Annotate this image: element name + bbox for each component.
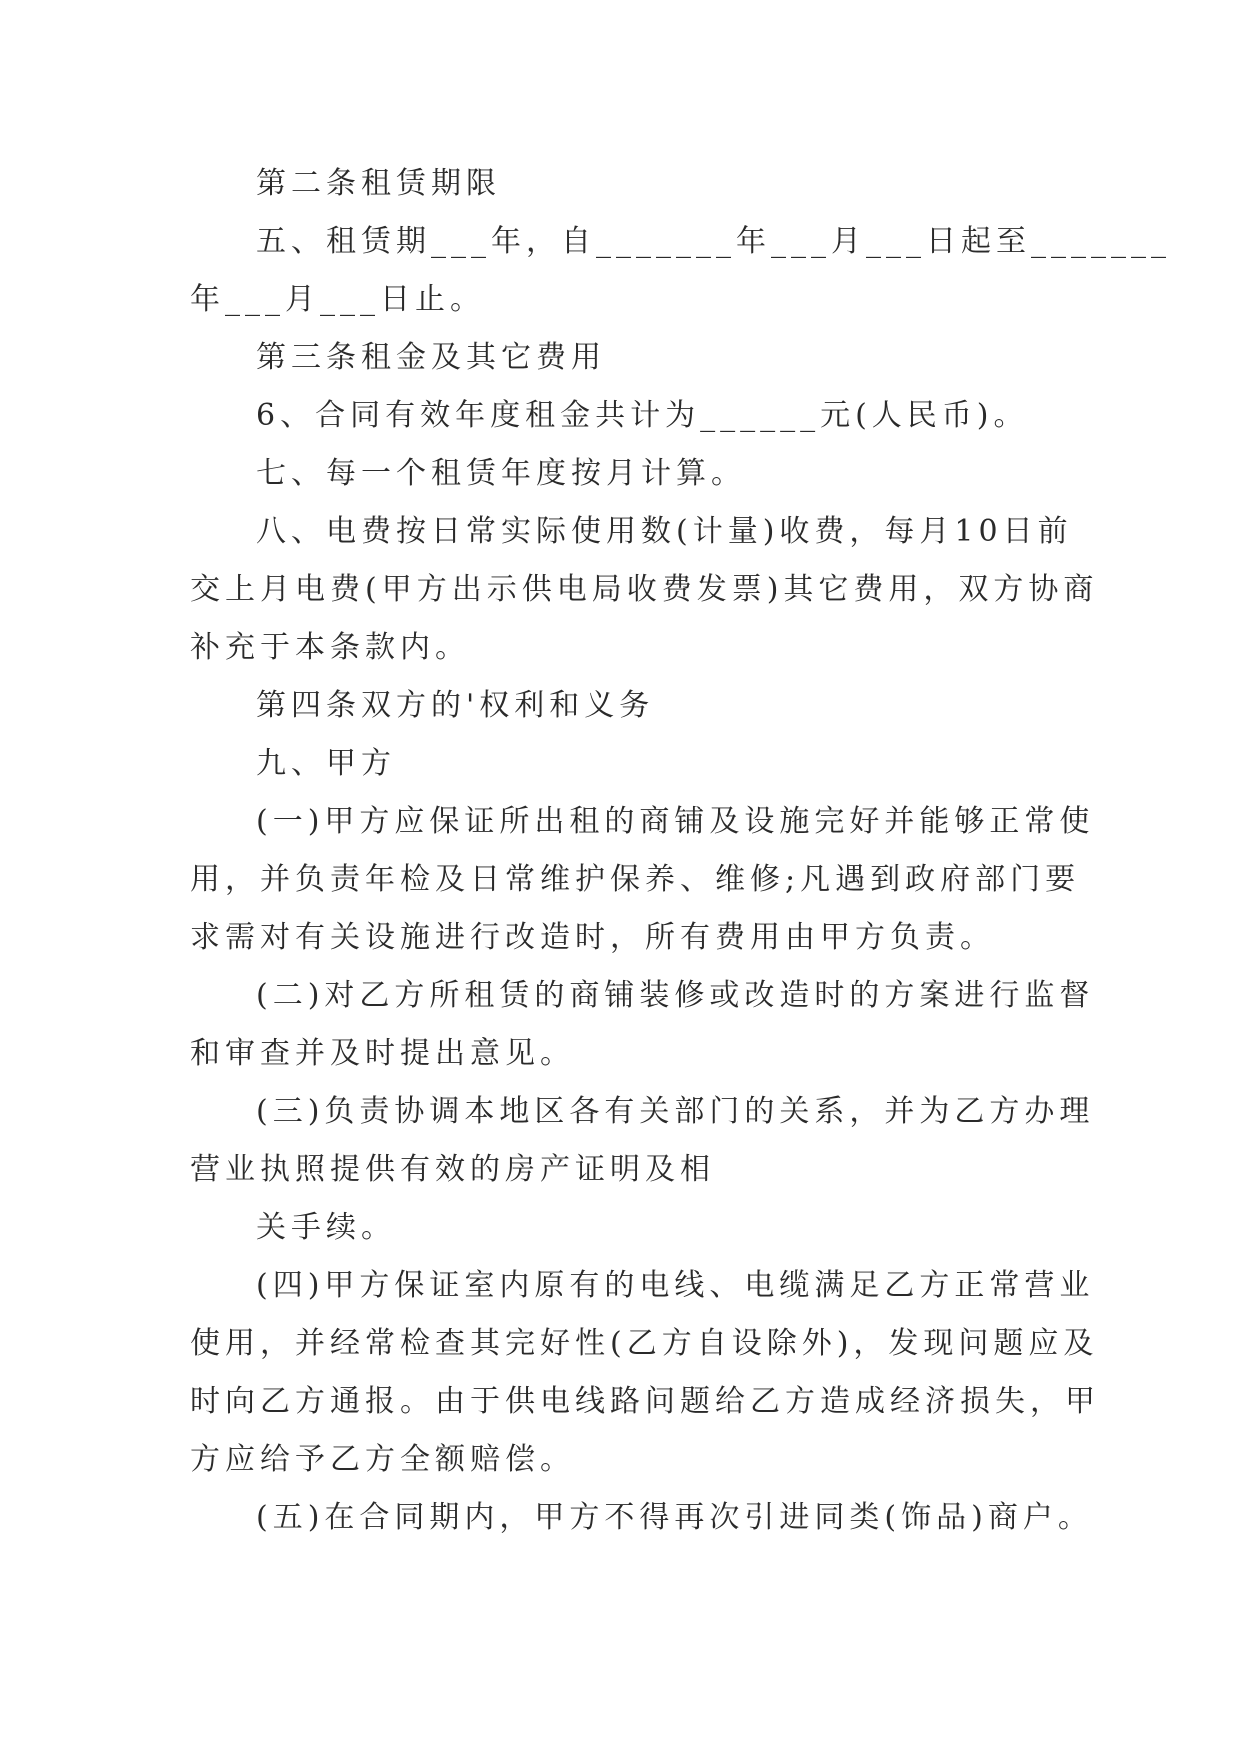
item-4-line-3: 时向乙方通报。由于供电线路问题给乙方造成经济损失，甲	[190, 1384, 1100, 1419]
item-1-line-1: (一)甲方应保证所出租的商铺及设施完好并能够正常使	[256, 804, 1095, 839]
clause-7-line-1: 七、每一个租赁年度按月计算。	[256, 456, 746, 491]
clause-6-line-1: 6、合同有效年度租金共计为______元(人民币)。	[256, 398, 1029, 433]
item-2-line-1: (二)对乙方所租赁的商铺装修或改造时的方案进行监督	[256, 978, 1095, 1013]
item-4-line-4: 方应给予乙方全额赔偿。	[190, 1442, 575, 1477]
item-3-line-2: 营业执照提供有效的房产证明及相	[190, 1152, 715, 1187]
clause-8-line-3: 补充于本条款内。	[190, 630, 470, 665]
article-4-heading: 第四条双方的'权利和义务	[256, 688, 655, 723]
clause-5-line-2: 年___月___日止。	[190, 282, 485, 317]
item-1-line-3: 求需对有关设施进行改造时，所有费用由甲方负责。	[190, 920, 995, 955]
item-1-line-2: 用，并负责年检及日常维护保养、维修;凡遇到政府部门要	[190, 862, 1081, 897]
item-3-line-1: (三)负责协调本地区各有关部门的关系，并为乙方办理	[256, 1094, 1095, 1129]
item-2-line-2: 和审查并及时提出意见。	[190, 1036, 575, 1071]
clause-5-line-1: 五、租赁期___年，自_______年___月___日起至_______	[256, 224, 1171, 259]
clause-8-line-2: 交上月电费(甲方出示供电局收费发票)其它费用，双方协商	[190, 572, 1099, 607]
clause-9-heading: 九、甲方	[256, 746, 396, 781]
item-4-line-2: 使用，并经常检查其完好性(乙方自设除外)，发现问题应及	[190, 1326, 1099, 1361]
item-4-line-1: (四)甲方保证室内原有的电线、电缆满足乙方正常营业	[256, 1268, 1095, 1303]
article-3-heading: 第三条租金及其它费用	[256, 340, 606, 375]
article-2-heading: 第二条租赁期限	[256, 166, 501, 201]
item-3-line-3: 关手续。	[256, 1210, 396, 1245]
item-5-line-1: (五)在合同期内，甲方不得再次引进同类(饰品)商户。	[256, 1500, 1093, 1535]
clause-8-line-1: 八、电费按日常实际使用数(计量)收费，每月10日前	[256, 514, 1073, 549]
